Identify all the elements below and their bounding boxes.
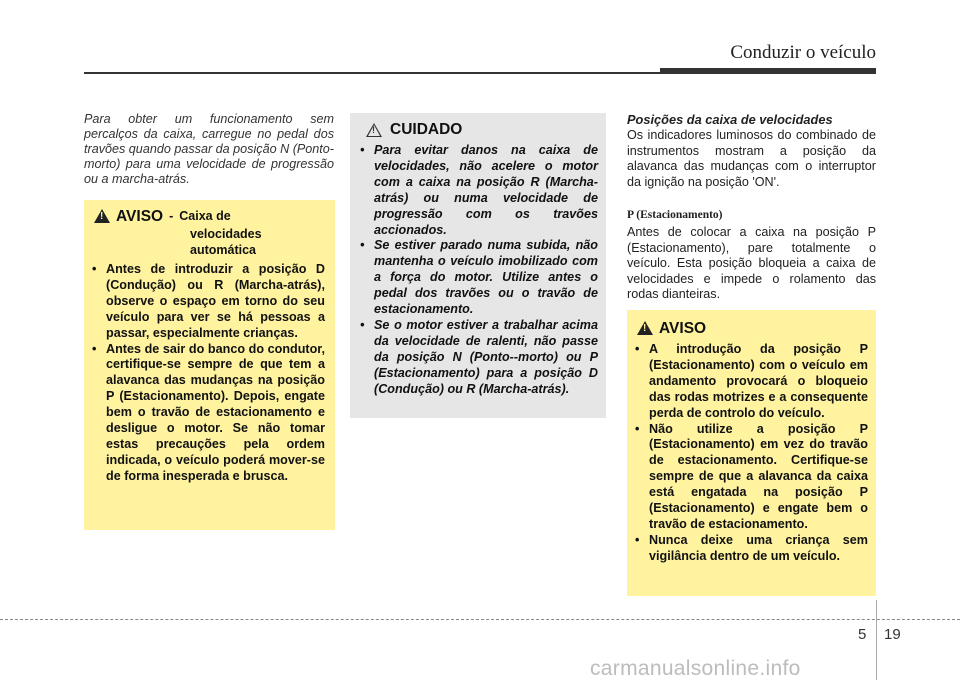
cuidado-item: • Se estiver parado numa subida, não mantenha o veículo imobilizado com a força do motor. Utilize antes o pedal dos travões ou o travão de estacionamento. xyxy=(358,238,598,318)
aviso-dash: - xyxy=(169,209,174,223)
subsection-paragraph: Antes de colocar a caixa na posição P (Estacionamento), pare totalmente o veículo. Esta posição bloqueia a caixa de velocidades e impede o rolamento das rodas dianteiras. xyxy=(627,225,876,302)
cuidado-box xyxy=(350,113,606,418)
caution-triangle-icon xyxy=(366,123,382,137)
section-paragraph: Os indicadores luminosos do combinado de instrumentos mostram a posição da alavanca das mudanças com o interruptor da ignição na posição 'ON'. xyxy=(627,128,876,189)
intro-paragraph: Para obter um funcionamento sem percalços da caixa, carregue no pedal dos travões quando passar da posição N (Ponto-morto) para uma velocidade de progressão ou a marcha-atrás. xyxy=(84,112,334,186)
cuidado-list xyxy=(358,143,598,398)
aviso-list xyxy=(90,262,325,485)
aviso-header xyxy=(633,320,868,338)
aviso-item: • Antes de sair do banco do condutor, certifique-se sempre de que tem a alavanca das mudanças na posição P (Estacionamento). Depois, engate bem o travão de estacionamento e desligue o motor. Se não tomar estas precauções pela ordem indicada, o veículo poderá mover-se de forma inesperada e brusca. xyxy=(90,342,325,485)
aviso-subtitle-line2: velocidades xyxy=(190,227,262,241)
warning-triangle-icon xyxy=(94,209,110,223)
aviso-item: • Nunca deixe uma criança sem vigilância dentro de um veículo. xyxy=(633,533,868,565)
aviso-box-gearbox xyxy=(84,200,335,530)
aviso-item: • Antes de introduzir a posição D (Condução) ou R (Marcha-atrás), observe o espaço em torno do seu veículo para ver se há pessoas a passar, especialmente crianças. xyxy=(90,262,325,342)
cuidado-item: • Se o motor estiver a trabalhar acima da velocidade de ralenti, não passe da posição N (Ponto--morto) ou P (Estacionamento) para a posição D (Condução) ou R (Marcha-atrás). xyxy=(358,318,598,398)
cuidado-item: • Para evitar danos na caixa de velocidades, não acelere o motor com a caixa na posição R (Marcha-atrás) ou numa velocidade de progressão com os travões accionados. xyxy=(358,143,598,238)
aviso-title: AVISO xyxy=(116,208,164,225)
aviso-header xyxy=(90,208,325,226)
subsection-title: P (Estacionamento) xyxy=(627,209,723,221)
page-header-title: Conduzir o veículo xyxy=(730,42,876,63)
watermark: carmanualsonline.info xyxy=(590,657,801,680)
header-rule-thick xyxy=(660,68,876,74)
cuidado-title: CUIDADO xyxy=(390,121,463,138)
aviso-item: • A introdução da posição P (Estacionamento) com o veículo em andamento provocará o bloqueio das rodas motrizes e a consequente perda de controlo do veículo. xyxy=(633,342,868,422)
section-title: Posições da caixa de velocidades xyxy=(627,112,833,127)
aviso-subtitle-line1: Caixa de xyxy=(179,209,231,223)
aviso-title: AVISO xyxy=(659,320,707,337)
cuidado-header xyxy=(358,121,598,139)
aviso-item: • Não utilize a posição P (Estacionamento) em vez do travão de estacionamento. Certifique-se sempre de que a alavanca da caixa está engatada na posição P (Estacionamento) e engate bem o travão de estacionamento. xyxy=(633,422,868,533)
page-number-separator xyxy=(876,600,877,680)
chapter-number: 5 xyxy=(858,626,867,643)
aviso-list xyxy=(633,342,868,565)
aviso-box-parking xyxy=(627,310,876,596)
footer-rule xyxy=(0,619,960,620)
header-rule xyxy=(84,72,660,74)
page-number: 19 xyxy=(884,626,901,643)
warning-triangle-icon xyxy=(637,321,653,335)
aviso-subtitle-line3: automática xyxy=(190,243,256,257)
